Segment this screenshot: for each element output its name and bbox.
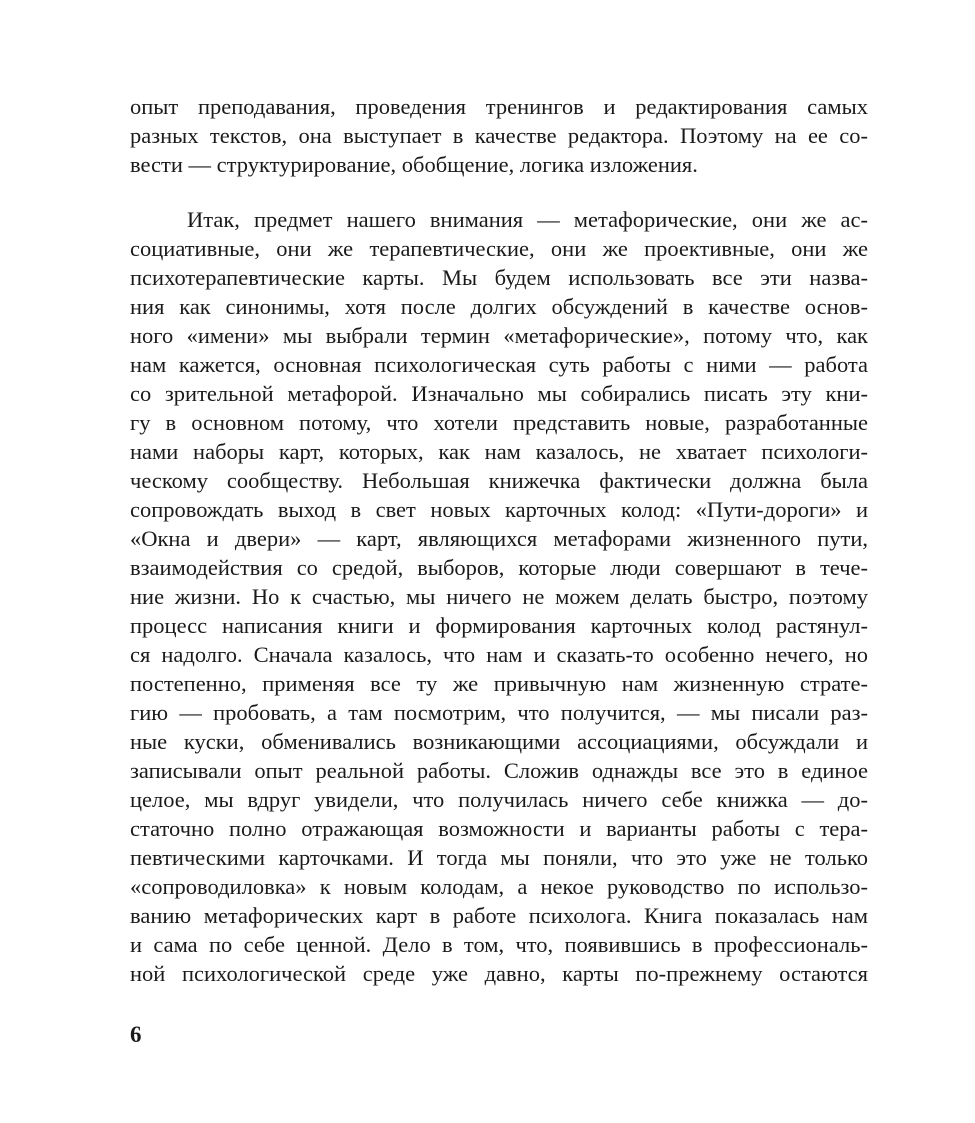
text-line: «Окна и двери» — карт, являющихся метафорами жизненного пути, xyxy=(130,526,868,551)
page-number: 6 xyxy=(130,1022,142,1047)
text-line: «сопроводиловка» к новым колодам, а некое руководство по использо- xyxy=(130,874,868,899)
text-line: нам кажется, основная психологическая суть работы с ними — работа xyxy=(130,352,868,377)
text-line: целое, мы вдруг увидели, что получилась ничего себе книжка — до- xyxy=(130,787,868,812)
text-line: певтическими карточками. И тогда мы поняли, что это уже не только xyxy=(130,845,868,870)
text-line: ной психологической среде уже давно, карты по-прежнему остаются xyxy=(130,961,868,986)
text-line: социативные, они же терапевтические, они же проективные, они же xyxy=(130,236,868,261)
text-line: статочно полно отражающая возможности и варианты работы с тера- xyxy=(130,816,868,841)
text-line: сопровождать выход в свет новых карточных колод: «Пути-дороги» и xyxy=(130,497,868,522)
text-line: со зрительной метафорой. Изначально мы собирались писать эту кни- xyxy=(130,381,868,406)
text-line: вести — структурирование, обобщение, логика изложения. xyxy=(130,152,698,177)
text-line: разных текстов, она выступает в качестве редактора. Поэтому на ее со- xyxy=(130,123,868,148)
text-line: ванию метафорических карт в работе психолога. Книга показалась нам xyxy=(130,903,868,928)
text-line: ние жизни. Но к счастью, мы ничего не можем делать быстро, поэтому xyxy=(130,584,868,609)
text-line: ния как синонимы, хотя после долгих обсуждений в качестве основ- xyxy=(130,294,868,319)
text-line: ческому сообществу. Небольшая книжечка фактически должна была xyxy=(130,468,868,493)
text-line: психотерапевтические карты. Мы будем использовать все эти назва- xyxy=(130,265,868,290)
text-line: взаимодействия со средой, выборов, которые люди совершают в тече- xyxy=(130,555,868,580)
text-line: и сама по себе ценной. Дело в том, что, появившись в профессиональ- xyxy=(130,932,868,957)
text-line: опыт преподавания, проведения тренингов и редактирования самых xyxy=(130,94,868,119)
text-line: гию — пробовать, а там посмотрим, что получится, — мы писали раз- xyxy=(130,700,868,725)
text-line: постепенно, применяя все ту же привычную нам жизненную страте- xyxy=(130,671,868,696)
text-line: нами наборы карт, которых, как нам казалось, не хватает психологи- xyxy=(130,439,868,464)
text-line: Итак, предмет нашего внимания — метафорические, они же ас- xyxy=(187,207,868,232)
text-line: процесс написания книги и формирования карточных колод растянул- xyxy=(130,613,868,638)
text-line: ся надолго. Сначала казалось, что нам и сказать-то особенно нечего, но xyxy=(130,642,868,667)
text-line: гу в основном потому, что хотели представить новые, разработанные xyxy=(130,410,868,435)
text-line: ные куски, обменивались возникающими ассоциациями, обсуждали и xyxy=(130,729,868,754)
text-line: ного «имени» мы выбрали термин «метафорические», потому что, как xyxy=(130,323,868,348)
text-line: записывали опыт реальной работы. Сложив однажды все это в единое xyxy=(130,758,868,783)
